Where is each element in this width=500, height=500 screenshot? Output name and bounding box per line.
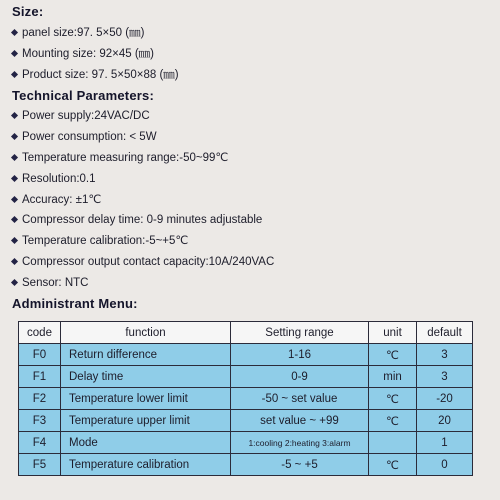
header-code: code — [19, 322, 61, 344]
cell-default: 1 — [417, 432, 473, 454]
cell-code: F3 — [19, 410, 61, 432]
cell-function: Temperature upper limit — [61, 410, 231, 432]
menu-heading: Administrant Menu: — [12, 296, 138, 311]
cell-function: Delay time — [61, 366, 231, 388]
cell-unit: ℃ — [369, 344, 417, 366]
menu-table — [18, 321, 473, 476]
table-row — [19, 344, 473, 366]
cell-range: -5 ~ +5 — [231, 454, 369, 476]
cell-function: Mode — [61, 432, 231, 454]
cell-default: 20 — [417, 410, 473, 432]
diamond-bullet-icon — [11, 258, 18, 265]
menu-table-container — [18, 321, 472, 483]
diamond-bullet-icon — [11, 175, 18, 182]
size-item-mounting: Mounting size: 92×45 (㎜) — [12, 47, 154, 61]
diamond-bullet-icon — [11, 216, 18, 223]
header-unit: unit — [369, 322, 417, 344]
cell-code: F5 — [19, 454, 61, 476]
table-row — [19, 366, 473, 388]
tech-item-power-supply: Power supply:24VAC/DC — [12, 109, 150, 123]
diamond-bullet-icon — [11, 50, 18, 57]
table-row — [19, 410, 473, 432]
table-row — [19, 432, 473, 454]
cell-range: set value ~ +99 — [231, 410, 369, 432]
size-item-product: Product size: 97. 5×50×88 (㎜) — [12, 68, 179, 82]
cell-code: F0 — [19, 344, 61, 366]
cell-default: 0 — [417, 454, 473, 476]
cell-unit: min — [369, 366, 417, 388]
diamond-bullet-icon — [11, 196, 18, 203]
menu-table-header-row — [19, 322, 473, 344]
cell-code: F4 — [19, 432, 61, 454]
tech-item-power-consumption: Power consumption: < 5W — [12, 130, 157, 144]
tech-item-temp-calibration: Temperature calibration:-5~+5℃ — [12, 234, 188, 248]
tech-item-delay-time: Compressor delay time: 0-9 minutes adjustable — [12, 213, 262, 227]
cell-code: F1 — [19, 366, 61, 388]
header-default: default — [417, 322, 473, 344]
cell-unit — [369, 432, 417, 454]
tech-item-sensor: Sensor: NTC — [12, 276, 88, 290]
tech-item-accuracy: Accuracy: ±1℃ — [12, 193, 101, 207]
tech-item-resolution: Resolution:0.1 — [12, 172, 96, 186]
cell-unit: ℃ — [369, 410, 417, 432]
cell-function: Temperature calibration — [61, 454, 231, 476]
cell-range: 1:cooling 2:heating 3:alarm — [231, 432, 369, 454]
table-row — [19, 388, 473, 410]
size-item-panel: panel size:97. 5×50 (㎜) — [12, 26, 144, 40]
cell-code: F2 — [19, 388, 61, 410]
diamond-bullet-icon — [11, 71, 18, 78]
cell-default: 3 — [417, 366, 473, 388]
diamond-bullet-icon — [11, 29, 18, 36]
diamond-bullet-icon — [11, 237, 18, 244]
diamond-bullet-icon — [11, 154, 18, 161]
diamond-bullet-icon — [11, 279, 18, 286]
diamond-bullet-icon — [11, 112, 18, 119]
cell-function: Temperature lower limit — [61, 388, 231, 410]
cell-range: 1-16 — [231, 344, 369, 366]
cell-default: -20 — [417, 388, 473, 410]
cell-range: 0-9 — [231, 366, 369, 388]
cell-unit: ℃ — [369, 454, 417, 476]
header-function: function — [61, 322, 231, 344]
cell-range: -50 ~ set value — [231, 388, 369, 410]
diamond-bullet-icon — [11, 133, 18, 140]
header-setting-range: Setting range — [231, 322, 369, 344]
technical-heading: Technical Parameters: — [12, 88, 154, 103]
size-heading: Size: — [12, 4, 44, 19]
tech-item-temp-range: Temperature measuring range:-50~99℃ — [12, 151, 228, 165]
cell-function: Return difference — [61, 344, 231, 366]
tech-item-output-capacity: Compressor output contact capacity:10A/240VAC — [12, 255, 274, 269]
cell-unit: ℃ — [369, 388, 417, 410]
cell-default: 3 — [417, 344, 473, 366]
table-row — [19, 454, 473, 476]
